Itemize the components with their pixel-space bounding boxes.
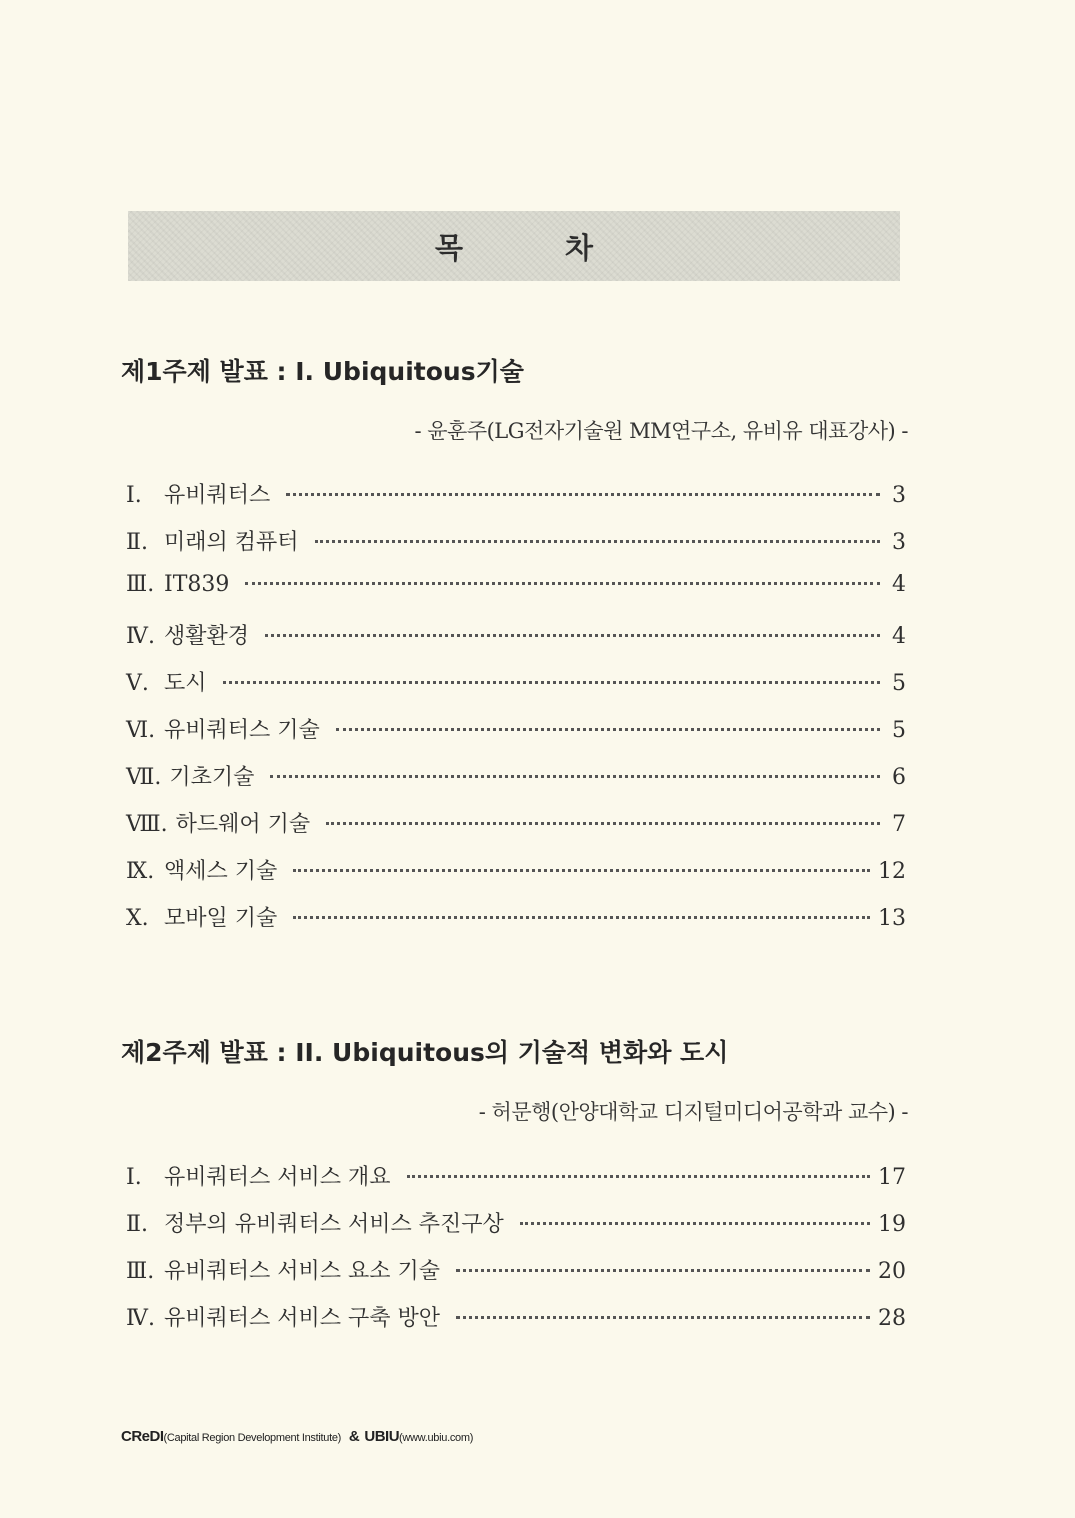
toc-entry-page: 3 — [892, 483, 906, 508]
toc-entry-number: Ⅵ. — [126, 718, 156, 743]
toc-entry-label: 유비쿼터스 — [164, 483, 271, 508]
toc-entry[interactable] — [126, 1301, 906, 1348]
dot-leader — [293, 869, 870, 872]
dot-leader — [315, 540, 880, 543]
toc-entry[interactable] — [126, 666, 906, 713]
footer-partner-detail: (www.ubiu.com) — [399, 1432, 474, 1444]
section-1-presenter: - 윤훈주(LG전자기술원 MM연구소, 유비유 대표강사) - — [414, 419, 908, 443]
toc-entry-label: 기초기술 — [169, 765, 255, 790]
toc-entry-page: 6 — [892, 765, 906, 790]
toc-entry[interactable] — [126, 1254, 906, 1301]
dot-leader — [336, 728, 880, 731]
toc-entry-page: 13 — [878, 906, 906, 931]
toc-entry[interactable] — [126, 478, 906, 525]
dot-leader — [456, 1269, 870, 1272]
toc-entry-number: Ⅸ. — [126, 859, 155, 884]
dot-leader — [245, 582, 880, 585]
toc-entry-page: 3 — [892, 530, 906, 555]
toc-entry-label: 미래의 컴퓨터 — [164, 530, 299, 555]
section-2-presenter: - 허문행(안양대학교 디지털미디어공학과 교수) - — [478, 1100, 908, 1124]
toc-entry-label: IT839 — [164, 572, 230, 597]
toc-entry[interactable] — [126, 901, 906, 948]
section-1-toc — [126, 478, 906, 948]
toc-entry[interactable] — [126, 760, 906, 807]
page-title: 목 차 — [434, 230, 640, 265]
toc-entry[interactable] — [126, 1160, 906, 1207]
toc-entry-label: 모바일 기술 — [164, 906, 278, 931]
toc-entry-number: Ⅳ. — [126, 1306, 155, 1331]
toc-entry-label: 유비쿼터스 서비스 요소 기술 — [164, 1259, 441, 1284]
toc-entry[interactable] — [126, 525, 906, 572]
toc-entry[interactable] — [126, 619, 906, 666]
toc-entry-label: 하드웨어 기술 — [175, 812, 311, 837]
toc-entry-page: 4 — [892, 624, 906, 649]
toc-entry-number: Ⅲ. — [126, 572, 155, 597]
footer-partner: UBIU — [364, 1428, 400, 1445]
toc-entry-number: Ⅰ. — [126, 483, 142, 508]
footer-ampersand: & — [348, 1428, 360, 1445]
toc-entry[interactable] — [126, 854, 906, 901]
toc-entry-label: 유비쿼터스 서비스 구축 방안 — [164, 1306, 441, 1331]
dot-leader — [456, 1316, 870, 1319]
section-2-heading: 제2주제 발표 : II. Ubiquitous의 기술적 변화와 도시 — [121, 1038, 729, 1067]
section-1-heading: 제1주제 발표 : I. Ubiquitous기술 — [121, 357, 524, 386]
footer-brand: CReDI — [121, 1428, 164, 1445]
toc-entry-number: Ⅴ. — [126, 671, 149, 696]
toc-entry-number: Ⅲ. — [126, 1259, 155, 1284]
toc-entry-page: 20 — [878, 1259, 906, 1284]
toc-entry-page: 28 — [878, 1306, 906, 1331]
toc-entry-page: 5 — [892, 671, 906, 696]
toc-entry-label: 유비쿼터스 기술 — [164, 718, 320, 743]
dot-leader — [223, 681, 880, 684]
toc-entry-number: Ⅱ. — [126, 1212, 148, 1237]
toc-entry-label: 유비쿼터스 서비스 개요 — [164, 1165, 391, 1190]
dot-leader — [270, 775, 880, 778]
dot-leader — [293, 916, 870, 919]
toc-entry-page: 7 — [892, 812, 906, 837]
toc-entry[interactable] — [126, 1207, 906, 1254]
toc-entry-page: 19 — [878, 1212, 906, 1237]
dot-leader — [265, 634, 880, 637]
toc-entry-page: 12 — [878, 859, 906, 884]
toc-entry-number: Ⅶ. — [126, 765, 162, 790]
dot-leader — [520, 1222, 870, 1225]
dot-leader — [286, 493, 880, 496]
toc-entry[interactable] — [126, 807, 906, 854]
toc-entry[interactable] — [126, 572, 906, 619]
toc-entry-page: 4 — [892, 572, 906, 597]
toc-entry-number: Ⅹ. — [126, 906, 149, 931]
footer-credit — [121, 1428, 473, 1445]
toc-entry-label: 정부의 유비쿼터스 서비스 추진구상 — [164, 1212, 504, 1237]
dot-leader — [326, 822, 880, 825]
toc-entry-number: Ⅰ. — [126, 1165, 142, 1190]
toc-entry-page: 5 — [892, 718, 906, 743]
toc-entry-label: 생활환경 — [164, 624, 250, 649]
toc-entry-number: Ⅳ. — [126, 624, 155, 649]
toc-entry-label: 액세스 기술 — [164, 859, 278, 884]
footer-brand-detail: (Capital Region Development Institute) — [163, 1432, 342, 1444]
toc-entry-number: Ⅱ. — [126, 530, 148, 555]
dot-leader — [407, 1175, 870, 1178]
toc-entry-number: Ⅷ. — [126, 812, 168, 837]
section-2-toc — [126, 1160, 906, 1348]
toc-entry[interactable] — [126, 713, 906, 760]
toc-entry-page: 17 — [878, 1165, 906, 1190]
toc-entry-label: 도시 — [164, 671, 207, 696]
title-banner — [128, 211, 900, 281]
